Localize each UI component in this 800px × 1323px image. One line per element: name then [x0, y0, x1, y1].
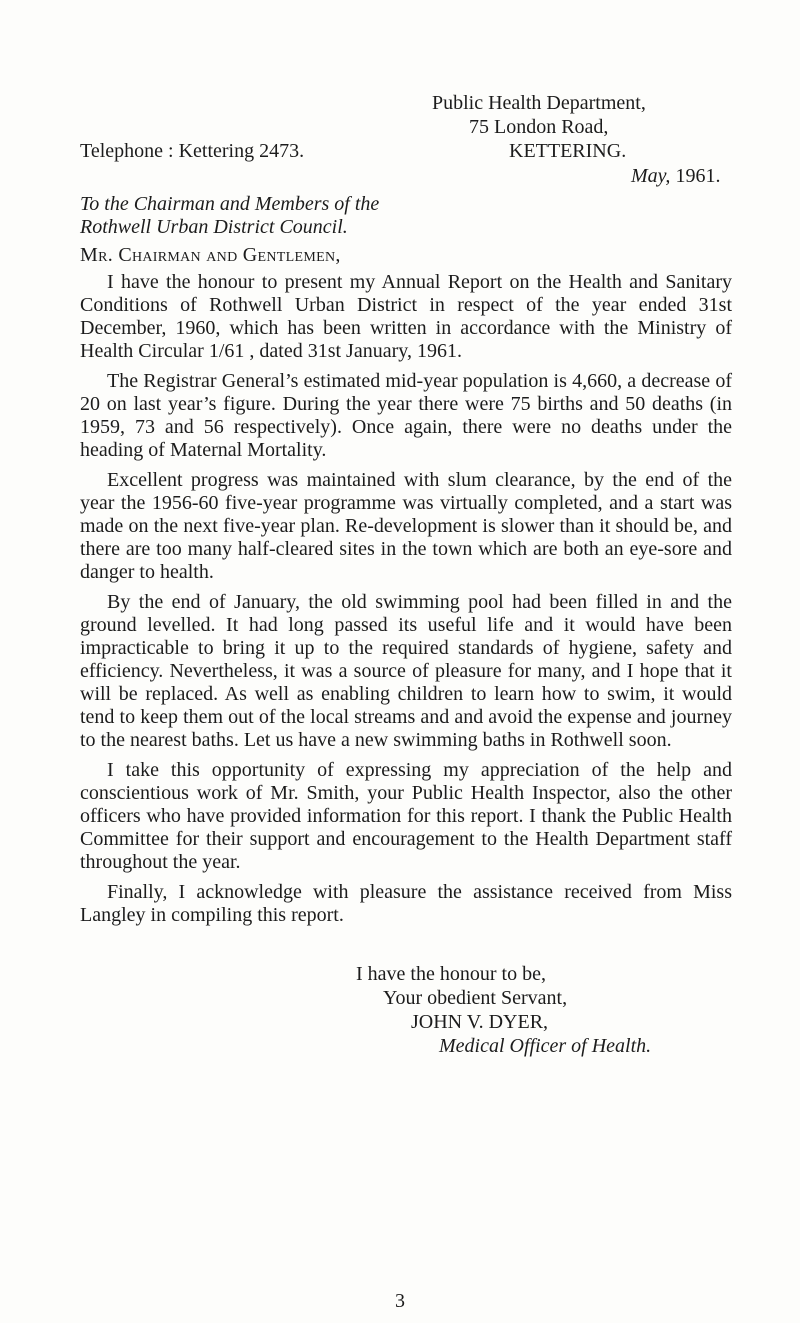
paragraph: By the end of January, the old swimming pool had been filled in and the ground levelled. It had long passed its useful life and it would have been impracticable to bring it up to the required standards of hygiene, safety and efficiency. Nevertheless, it was a source of pleasure for many, and I hope that it will be replaced. As well as enabling children to learn how to swim, it would tend to keep them out of the local streams and and avoid the expense and journey to the nearest baths. Let us have a new swimming baths in Rothwell soon.	[80, 591, 732, 751]
header-date	[631, 164, 720, 188]
salutation: Mr. Chairman and Gentlemen,	[80, 244, 341, 266]
header-department: Public Health Department,	[432, 92, 646, 114]
header-road: 75 London Road,	[469, 116, 609, 138]
page-number: 3	[395, 1290, 405, 1312]
date-year: 1961.	[675, 165, 721, 187]
telephone-line: Telephone : Kettering 2473.	[80, 140, 305, 162]
letter-body	[80, 271, 732, 934]
date-month: May,	[631, 165, 671, 187]
paragraph: Excellent progress was maintained with slum clearance, by the end of the year the 1956-60 five-year programme was virtually completed, and a start was made on the next five-year plan. Re-development is slower than it should be, and there are too many half-cleared sites in the town which are both an eye-sore and danger to health.	[80, 469, 732, 583]
closing-line-2: Your obedient Servant,	[383, 987, 568, 1009]
addressee-line-2: Rothwell Urban District Council.	[80, 216, 348, 238]
signatory-name: JOHN V. DYER,	[411, 1011, 549, 1033]
paragraph: I have the honour to present my Annual Report on the Health and Sanitary Conditions of Rothwell Urban District in respect of the year ended 31st December, 1960, which has been written in accordance with the Ministry of Health Circular 1/61 , dated 31st January, 1961.	[80, 271, 732, 362]
closing-line-1: I have the honour to be,	[356, 963, 546, 985]
addressee-line-1: To the Chairman and Members of the	[80, 193, 380, 215]
header-town: KETTERING.	[509, 140, 627, 162]
signatory-title: Medical Officer of Health.	[439, 1035, 652, 1057]
paragraph: The Registrar General’s estimated mid-year population is 4,660, a decrease of 20 on last year’s figure. During the year there were 75 births and 50 deaths (in 1959, 73 and 56 respectively). Once again, there were no deaths under the heading of Maternal Mortality.	[80, 370, 732, 461]
paragraph: Finally, I acknowledge with pleasure the assistance received from Miss Langley in compiling this report.	[80, 881, 732, 926]
paragraph: I take this opportunity of expressing my appreciation of the help and conscientious work of Mr. Smith, your Public Health Inspector, also the other officers who have provided information for this report. I thank the Public Health Committee for their support and encouragement to the Health Department staff throughout the year.	[80, 759, 732, 873]
